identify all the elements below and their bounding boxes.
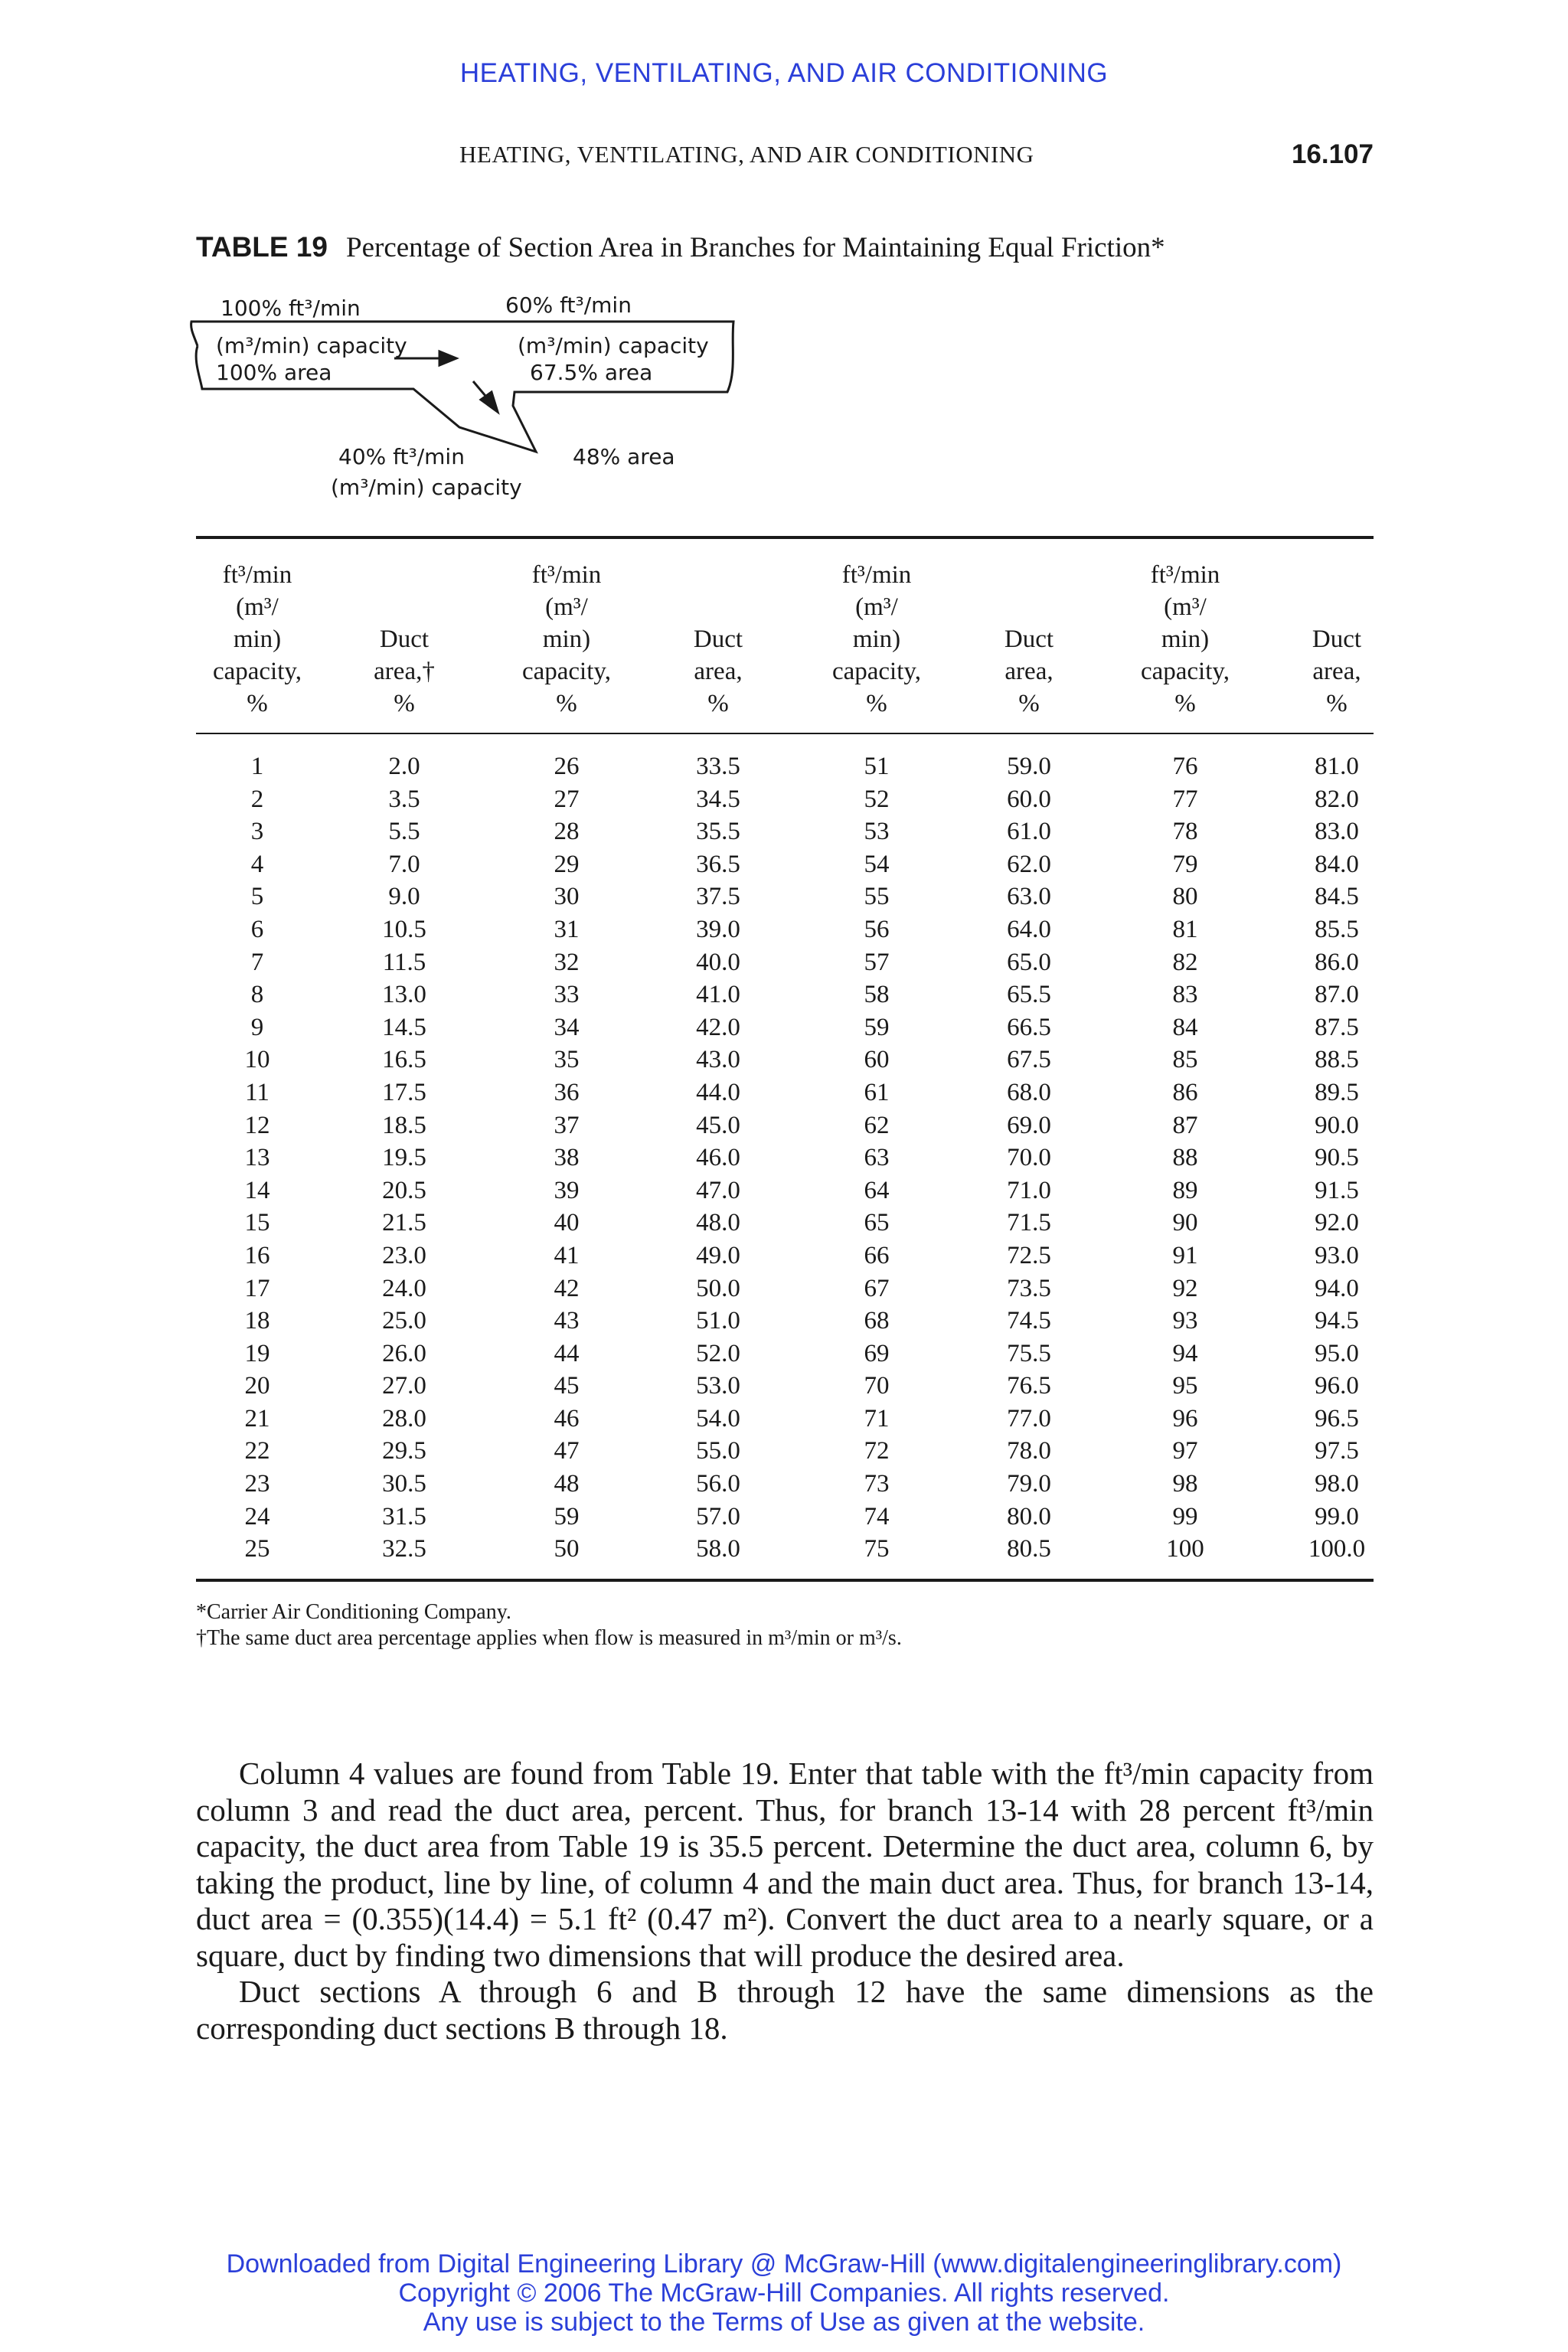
table-cell: 2.0 <box>388 753 420 780</box>
table-cell: 94.0 <box>1315 1274 1359 1302</box>
table-cell: 57 <box>864 948 890 976</box>
table-cell: 83 <box>1172 981 1198 1009</box>
table-cell: 51.0 <box>696 1307 740 1335</box>
header-line: min) <box>1161 626 1210 653</box>
table-cell: 86 <box>1172 1078 1198 1106</box>
table-cell: 36.5 <box>696 850 740 878</box>
duct-branch-diagram <box>0 0 1568 536</box>
table-cell: 28 <box>554 818 580 846</box>
table-cell: 81.0 <box>1315 753 1359 780</box>
table-cell: 7.0 <box>388 850 420 878</box>
table-column <box>494 750 639 1566</box>
caption-label: TABLE 19 <box>196 231 328 263</box>
table-cell: 76.5 <box>1007 1372 1051 1400</box>
table-cell: 46.0 <box>696 1144 740 1172</box>
table-cell: 49.0 <box>696 1241 740 1269</box>
table-cell: 47.0 <box>696 1176 740 1204</box>
table-cell: 34 <box>554 1013 580 1041</box>
table-column <box>956 750 1102 1566</box>
table-cell: 98.0 <box>1315 1470 1359 1498</box>
table-cell: 39 <box>554 1176 580 1204</box>
table-cell: 24.0 <box>382 1274 426 1302</box>
table-cell: 13 <box>244 1144 270 1172</box>
table-cell: 75 <box>864 1535 890 1563</box>
table-cell: 9.0 <box>388 883 420 911</box>
table-cell: 74.5 <box>1007 1307 1051 1335</box>
table-cell: 65.5 <box>1007 981 1051 1009</box>
table-cell: 18 <box>244 1307 270 1335</box>
table-cell: 70 <box>864 1372 890 1400</box>
column-header <box>494 559 639 720</box>
table-cell: 84.5 <box>1315 883 1359 911</box>
table-cell: 77 <box>1172 785 1198 813</box>
header-line: min) <box>852 626 901 653</box>
branch1-flow-label: 60% ft³/min <box>505 292 632 318</box>
header-line: % <box>556 690 577 717</box>
table-cell: 98 <box>1172 1470 1198 1498</box>
table-cell: 36 <box>554 1078 580 1106</box>
page-number: 16.107 <box>1291 139 1374 169</box>
table-cell: 19.5 <box>382 1144 426 1172</box>
table-cell: 79.0 <box>1007 1470 1051 1498</box>
header-line: ft³/min <box>222 561 292 589</box>
table-cell: 31 <box>554 915 580 943</box>
table-column <box>1264 750 1410 1566</box>
table-cell: 88 <box>1172 1144 1198 1172</box>
branch2-area-label: 48% area <box>573 444 675 469</box>
table-cell: 87.5 <box>1315 1013 1359 1041</box>
header-line: % <box>1326 690 1348 717</box>
table-cell: 27.0 <box>382 1372 426 1400</box>
table-cell: 8 <box>250 981 264 1009</box>
table-cell: 11.5 <box>382 948 426 976</box>
table-cell: 26.0 <box>382 1339 426 1367</box>
table-cell: 28.0 <box>382 1404 426 1432</box>
table-cell: 18.5 <box>382 1111 426 1139</box>
table-cell: 71 <box>864 1404 890 1432</box>
table-cell: 47 <box>554 1437 580 1465</box>
header-line: capacity, <box>1140 658 1230 685</box>
table-cell: 96.5 <box>1315 1404 1359 1432</box>
table-cell: 77.0 <box>1007 1404 1051 1432</box>
table-cell: 54 <box>864 850 890 878</box>
table-cell: 13.0 <box>382 981 426 1009</box>
table-cell: 5.5 <box>388 818 420 846</box>
table-cell: 58.0 <box>696 1535 740 1563</box>
header-line: ft³/min <box>841 561 912 589</box>
footnote-dagger: †The same duct area percentage applies when flow is measured in m³/min or m³/s. <box>196 1626 902 1650</box>
header-line: area, <box>1312 658 1361 685</box>
table-cell: 60.0 <box>1007 785 1051 813</box>
table-column <box>804 750 949 1566</box>
table-cell: 61.0 <box>1007 818 1051 846</box>
table-cell: 25 <box>244 1535 270 1563</box>
column-header <box>332 623 477 720</box>
table-cell: 44 <box>554 1339 580 1367</box>
header-line: % <box>247 690 268 717</box>
table-cell: 22 <box>244 1437 270 1465</box>
table-cell: 89 <box>1172 1176 1198 1204</box>
table-cell: 52.0 <box>696 1339 740 1367</box>
table-cell: 58 <box>864 981 890 1009</box>
table-cell: 100.0 <box>1308 1535 1366 1563</box>
table-cell: 73 <box>864 1470 890 1498</box>
table-cell: 64 <box>864 1176 890 1204</box>
table-cell: 2 <box>250 785 264 813</box>
table-cell: 90.5 <box>1315 1144 1359 1172</box>
header-line: min) <box>542 626 591 653</box>
table-cell: 6 <box>250 915 264 943</box>
table-cell: 41.0 <box>696 981 740 1009</box>
table-cell: 62.0 <box>1007 850 1051 878</box>
table-header-rule <box>196 733 1374 734</box>
table-cell: 75.5 <box>1007 1339 1051 1367</box>
table-cell: 84.0 <box>1315 850 1359 878</box>
table-cell: 93 <box>1172 1307 1198 1335</box>
header-line: capacity, <box>831 658 922 685</box>
table-cell: 56 <box>864 915 890 943</box>
table-cell: 59 <box>864 1013 890 1041</box>
header-line: capacity, <box>521 658 612 685</box>
table-cell: 3.5 <box>388 785 420 813</box>
table-cell: 63 <box>864 1144 890 1172</box>
header-line: area, <box>694 658 743 685</box>
table-cell: 91 <box>1172 1241 1198 1269</box>
table-cell: 61 <box>864 1078 890 1106</box>
table-cell: 48.0 <box>696 1209 740 1237</box>
table-cell: 20 <box>244 1372 270 1400</box>
branch1-area-label: 67.5% area <box>530 360 653 385</box>
table-cell: 91.5 <box>1315 1176 1359 1204</box>
table-cell: 50.0 <box>696 1274 740 1302</box>
table-cell: 94 <box>1172 1339 1198 1367</box>
table-cell: 59.0 <box>1007 753 1051 780</box>
table-top-rule <box>196 536 1374 539</box>
table-cell: 10 <box>244 1046 270 1074</box>
header-line: (m³/ <box>545 593 588 621</box>
table-cell: 82 <box>1172 948 1198 976</box>
header-line: capacity, <box>212 658 302 685</box>
table-cell: 76 <box>1172 753 1198 780</box>
table-cell: 83.0 <box>1315 818 1359 846</box>
table-cell: 17.5 <box>382 1078 426 1106</box>
table-cell: 16.5 <box>382 1046 426 1074</box>
table-cell: 33.5 <box>696 753 740 780</box>
table-cell: 94.5 <box>1315 1307 1359 1335</box>
header-line: (m³/ <box>236 593 279 621</box>
table-cell: 96 <box>1172 1404 1198 1432</box>
table-cell: 68 <box>864 1307 890 1335</box>
table-cell: 67.5 <box>1007 1046 1051 1074</box>
table-cell: 90 <box>1172 1209 1198 1237</box>
branch-arrow-head-right <box>439 351 456 365</box>
branch1-capacity-label: (m³/min) capacity <box>518 333 709 358</box>
table-cell: 60 <box>864 1046 890 1074</box>
main-flow-label: 100% ft³/min <box>220 296 361 321</box>
table-cell: 23.0 <box>382 1241 426 1269</box>
table-cell: 34.5 <box>696 785 740 813</box>
body-paragraph: Column 4 values are found from Table 19. Enter that table with the ft³/min capacity from column 3 and read the duct area, percent. Thus, for branch 13-14 with 28 percent ft³/min capacity, the duct area from Table 19 is 35.5 percent. Determine the duct area, column 6, by taking the product, line by line, of column 4 and the main duct area. Thus, for branch 13-14, duct area = (0.355)(14.4) = 5.1 ft² (0.47 m²). Convert the duct area to a nearly square, or a square, duct by finding two dimensions that will produce the desired area. <box>196 1756 1374 1973</box>
table-cell: 81 <box>1172 915 1198 943</box>
table-cell: 1 <box>250 753 264 780</box>
header-line: % <box>866 690 887 717</box>
table-cell: 78.0 <box>1007 1437 1051 1465</box>
table-cell: 69 <box>864 1339 890 1367</box>
table-cell: 40.0 <box>696 948 740 976</box>
table-cell: 29 <box>554 850 580 878</box>
top-banner: HEATING, VENTILATING, AND AIR CONDITIONING <box>459 58 1109 88</box>
footer-copyright: Copyright © 2006 The McGraw-Hill Companies. All rights reserved. <box>398 2278 1170 2308</box>
column-header <box>1264 623 1410 720</box>
table-cell: 37.5 <box>696 883 740 911</box>
table-cell: 55.0 <box>696 1437 740 1465</box>
table-cell: 39.0 <box>696 915 740 943</box>
table-cell: 32 <box>554 948 580 976</box>
table-cell: 43.0 <box>696 1046 740 1074</box>
table-cell: 79 <box>1172 850 1198 878</box>
table-cell: 24 <box>244 1502 270 1530</box>
body-text <box>196 1756 1374 2047</box>
table-cell: 59 <box>554 1502 580 1530</box>
header-line: Duct <box>1004 626 1054 653</box>
table-cell: 95 <box>1172 1372 1198 1400</box>
table-cell: 17 <box>244 1274 270 1302</box>
column-header <box>1112 559 1258 720</box>
caption-text: Percentage of Section Area in Branches for Maintaining Equal Friction* <box>346 232 1165 263</box>
table-cell: 23 <box>244 1470 270 1498</box>
table-cell: 32.5 <box>382 1535 426 1563</box>
table-cell: 37 <box>554 1111 580 1139</box>
header-line: area, <box>1004 658 1054 685</box>
table-cell: 66 <box>864 1241 890 1269</box>
table-cell: 44.0 <box>696 1078 740 1106</box>
body-paragraph: Duct sections A through 6 and B through 12 have the same dimensions as the corresponding duct sections B through 18. <box>196 1974 1374 2046</box>
running-head: HEATING, VENTILATING, AND AIR CONDITIONING <box>459 141 1034 168</box>
table-column <box>185 750 330 1566</box>
header-line: (m³/ <box>855 593 898 621</box>
table-cell: 56.0 <box>696 1470 740 1498</box>
table-cell: 31.5 <box>382 1502 426 1530</box>
table-cell: 85 <box>1172 1046 1198 1074</box>
table-cell: 21 <box>244 1404 270 1432</box>
table-cell: 63.0 <box>1007 883 1051 911</box>
table-cell: 30 <box>554 883 580 911</box>
table-cell: 53.0 <box>696 1372 740 1400</box>
table-cell: 93.0 <box>1315 1241 1359 1269</box>
table-cell: 96.0 <box>1315 1372 1359 1400</box>
header-line: Duct <box>1312 626 1362 653</box>
table-cell: 71.0 <box>1007 1176 1051 1204</box>
table-cell: 87.0 <box>1315 981 1359 1009</box>
main-capacity-label: (m³/min) capacity <box>216 333 407 358</box>
table-cell: 14 <box>244 1176 270 1204</box>
table-cell: 71.5 <box>1007 1209 1051 1237</box>
column-header <box>185 559 330 720</box>
table-column <box>332 750 477 1566</box>
table-cell: 41 <box>554 1241 580 1269</box>
header-line: Duct <box>379 626 430 653</box>
table-cell: 54.0 <box>696 1404 740 1432</box>
column-header <box>645 623 791 720</box>
table-cell: 92.0 <box>1315 1209 1359 1237</box>
branch2-flow-label: 40% ft³/min <box>338 444 465 469</box>
table-cell: 14.5 <box>382 1013 426 1041</box>
table-cell: 51 <box>864 753 890 780</box>
table-cell: 78 <box>1172 818 1198 846</box>
table-cell: 88.5 <box>1315 1046 1359 1074</box>
table-cell: 5 <box>250 883 264 911</box>
table-cell: 67 <box>864 1274 890 1302</box>
header-line: area,† <box>374 658 435 685</box>
table-cell: 85.5 <box>1315 915 1359 943</box>
table-cell: 15 <box>244 1209 270 1237</box>
table-cell: 99 <box>1172 1502 1198 1530</box>
table-cell: 80 <box>1172 883 1198 911</box>
table-cell: 9 <box>250 1013 264 1041</box>
table-cell: 12 <box>244 1111 270 1139</box>
header-line: Duct <box>693 626 743 653</box>
table-cell: 42 <box>554 1274 580 1302</box>
table-cell: 35.5 <box>696 818 740 846</box>
table-cell: 40 <box>554 1209 580 1237</box>
header-line: ft³/min <box>531 561 602 589</box>
table-cell: 69.0 <box>1007 1111 1051 1139</box>
table-cell: 65.0 <box>1007 948 1051 976</box>
table-cell: 29.5 <box>382 1437 426 1465</box>
table-cell: 57.0 <box>696 1502 740 1530</box>
table-cell: 97 <box>1172 1437 1198 1465</box>
table-cell: 66.5 <box>1007 1013 1051 1041</box>
table-cell: 100 <box>1166 1535 1204 1563</box>
table-cell: 11 <box>245 1078 270 1106</box>
table-cell: 80.0 <box>1007 1502 1051 1530</box>
table-cell: 10.5 <box>382 915 426 943</box>
table-cell: 53 <box>864 818 890 846</box>
table-cell: 84 <box>1172 1013 1198 1041</box>
header-line: ft³/min <box>1150 561 1220 589</box>
table-column <box>645 750 791 1566</box>
table-cell: 48 <box>554 1470 580 1498</box>
column-header <box>956 623 1102 720</box>
table-cell: 42.0 <box>696 1013 740 1041</box>
table-cell: 16 <box>244 1241 270 1269</box>
footnote-carrier: *Carrier Air Conditioning Company. <box>196 1600 511 1624</box>
table-cell: 45.0 <box>696 1111 740 1139</box>
table-cell: 3 <box>250 818 264 846</box>
table-cell: 80.5 <box>1007 1535 1051 1563</box>
table-cell: 82.0 <box>1315 785 1359 813</box>
footer-terms[interactable]: Any use is subject to the Terms of Use as given at the website. <box>423 2308 1145 2337</box>
table-bottom-rule <box>196 1579 1374 1582</box>
table-cell: 70.0 <box>1007 1144 1051 1172</box>
table-cell: 87 <box>1172 1111 1198 1139</box>
table-cell: 72.5 <box>1007 1241 1051 1269</box>
table-cell: 25.0 <box>382 1307 426 1335</box>
table-cell: 19 <box>244 1339 270 1367</box>
table-cell: 95.0 <box>1315 1339 1359 1367</box>
table-cell: 4 <box>250 850 264 878</box>
table-cell: 43 <box>554 1307 580 1335</box>
table-cell: 35 <box>554 1046 580 1074</box>
header-line: (m³/ <box>1164 593 1207 621</box>
table-cell: 68.0 <box>1007 1078 1051 1106</box>
table-cell: 89.5 <box>1315 1078 1359 1106</box>
table-cell: 74 <box>864 1502 890 1530</box>
branch2-capacity-label: (m³/min) capacity <box>331 475 522 500</box>
table-cell: 86.0 <box>1315 948 1359 976</box>
header-line: % <box>1174 690 1196 717</box>
table-cell: 20.5 <box>382 1176 426 1204</box>
table-cell: 65 <box>864 1209 890 1237</box>
table-column <box>1112 750 1258 1566</box>
table-cell: 45 <box>554 1372 580 1400</box>
table-cell: 62 <box>864 1111 890 1139</box>
table-cell: 46 <box>554 1404 580 1432</box>
table-cell: 73.5 <box>1007 1274 1051 1302</box>
column-header <box>804 559 949 720</box>
table-cell: 72 <box>864 1437 890 1465</box>
table-cell: 55 <box>864 883 890 911</box>
header-line: % <box>394 690 415 717</box>
main-area-label: 100% area <box>216 360 332 385</box>
footer-download[interactable]: Downloaded from Digital Engineering Library @ McGraw-Hill (www.digitalengineeringlibrary.com) <box>226 2249 1342 2278</box>
table-cell: 30.5 <box>382 1470 426 1498</box>
table-cell: 50 <box>554 1535 580 1563</box>
header-line: % <box>1018 690 1040 717</box>
table-cell: 27 <box>554 785 580 813</box>
table-cell: 99.0 <box>1315 1502 1359 1530</box>
table-cell: 97.5 <box>1315 1437 1359 1465</box>
table-cell: 52 <box>864 785 890 813</box>
table-cell: 92 <box>1172 1274 1198 1302</box>
table-cell: 21.5 <box>382 1209 426 1237</box>
table-cell: 7 <box>250 948 264 976</box>
table-cell: 64.0 <box>1007 915 1051 943</box>
header-line: min) <box>233 626 282 653</box>
table-cell: 90.0 <box>1315 1111 1359 1139</box>
header-line: % <box>707 690 729 717</box>
table-cell: 33 <box>554 981 580 1009</box>
table-cell: 26 <box>554 753 580 780</box>
table-cell: 38 <box>554 1144 580 1172</box>
